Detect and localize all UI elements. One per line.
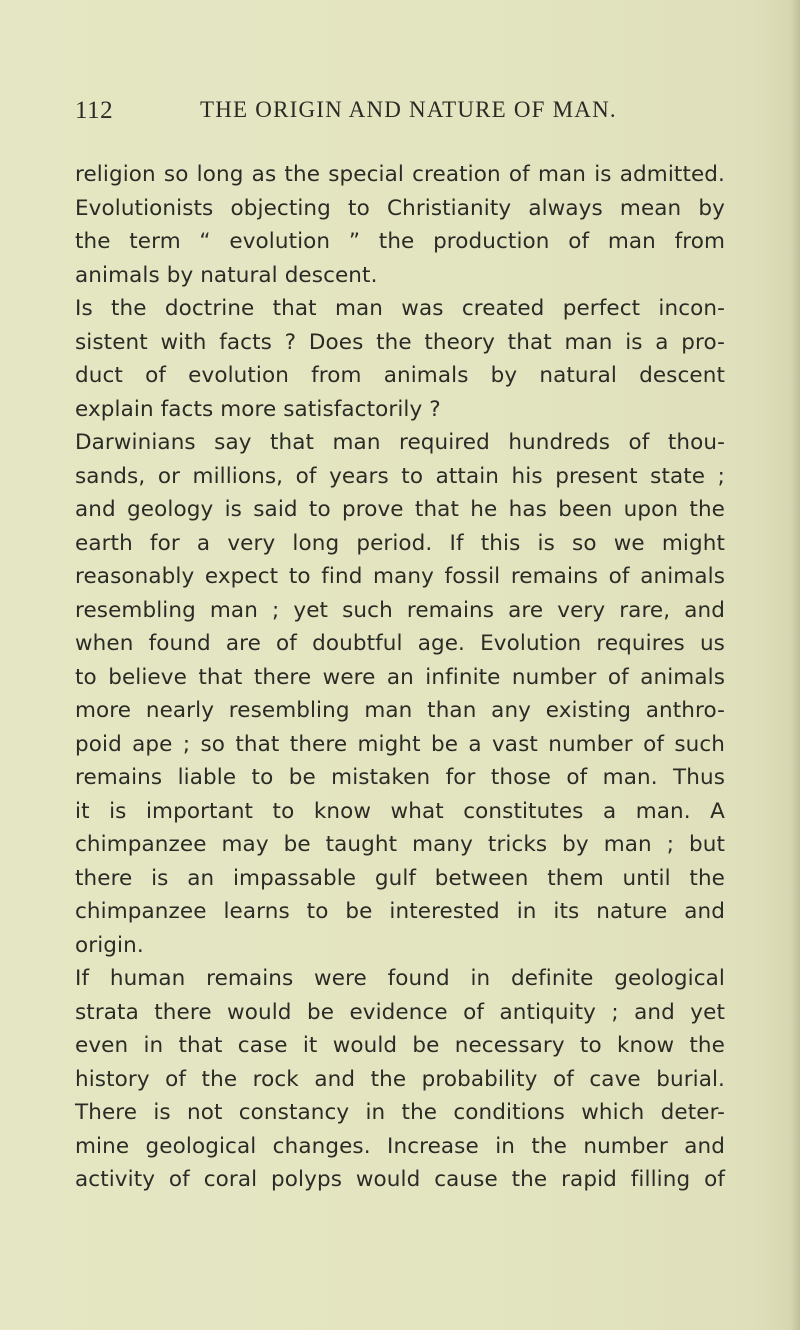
text-line: reasonably expect to find many fossil remains of animals: [75, 564, 725, 589]
text-line: origin.: [75, 932, 144, 958]
text-line: there is an impassable gulf between them until the: [75, 865, 725, 891]
text-line: If human remains were found in definite geological: [75, 966, 725, 991]
text-line: remains liable to be mistaken for those of man. Thus: [75, 765, 725, 790]
page-edge-shadow: [790, 0, 800, 1330]
body-text: [75, 158, 725, 1197]
text-line: explain facts more satisfactorily ?: [75, 396, 441, 422]
text-line: when found are of doubtful age. Evolution requires us: [75, 631, 725, 656]
text-line: and geology is said to prove that he has been upon the: [75, 497, 725, 522]
running-title: THE ORIGIN AND NATURE OF MAN.: [200, 97, 617, 122]
text-line: duct of evolution from animals by natural descent: [75, 363, 725, 388]
text-line: poid ape ; so that there might be a vast number of such: [75, 731, 725, 757]
text-line: Evolutionists objecting to Christianity always mean by: [75, 195, 725, 221]
text-line: to believe that there were an infinite number of animals: [75, 664, 725, 690]
text-line: resembling man ; yet such remains are very rare, and: [75, 597, 725, 623]
page-number: 112: [75, 97, 114, 124]
text-line: mine geological changes. Increase in the number and: [75, 1133, 725, 1159]
text-line: history of the rock and the probability of cave burial.: [75, 1066, 725, 1092]
text-line: sistent with facts ? Does the theory that man is a pro-: [75, 329, 725, 355]
running-head: [75, 97, 723, 133]
text-line: it is important to know what constitutes a man. A: [75, 798, 725, 824]
text-line: strata there would be evidence of antiquity ; and yet: [75, 999, 725, 1025]
text-line: religion so long as the special creation of man is admitted.: [75, 162, 725, 187]
text-line: activity of coral polyps would cause the rapid filling of: [75, 1167, 725, 1192]
text-line: Is the doctrine that man was created perfect incon-: [75, 296, 725, 321]
text-line: chimpanzee may be taught many tricks by man ; but: [75, 832, 725, 857]
text-line: sands, or millions, of years to attain his present state ;: [75, 463, 725, 489]
text-line: the term “ evolution ” the production of man from: [75, 229, 725, 254]
text-line: even in that case it would be necessary to know the: [75, 1033, 725, 1058]
text-line: chimpanzee learns to be interested in its nature and: [75, 899, 725, 924]
text-line: animals by natural descent.: [75, 262, 378, 288]
text-line: earth for a very long period. If this is so we might: [75, 530, 725, 556]
text-line: Darwinians say that man required hundreds of thou-: [75, 430, 725, 455]
text-line: There is not constancy in the conditions which deter-: [75, 1100, 725, 1125]
text-line: more nearly resembling man than any existing anthro-: [75, 698, 725, 723]
